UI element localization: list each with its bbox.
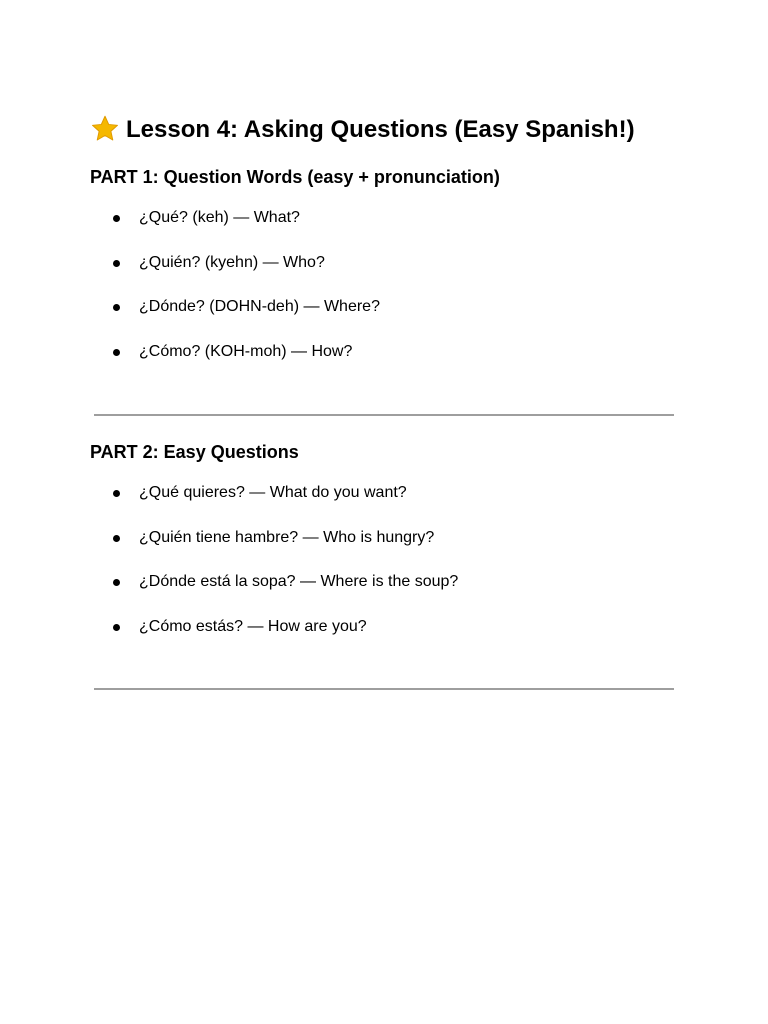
list-item [110, 342, 380, 387]
bullet-icon [113, 490, 120, 497]
bullet-icon [113, 260, 120, 267]
page-title-text: Lesson 4: Asking Questions (Easy Spanish!) [126, 116, 635, 143]
list-item [110, 253, 380, 298]
list-item-text: ¿Quién tiene hambre? — Who is hungry? [139, 528, 435, 546]
bullet-icon [113, 349, 120, 356]
part2-heading: PART 2: Easy Questions [90, 442, 299, 462]
list-item [110, 297, 380, 342]
bullet-icon [113, 535, 120, 542]
bullet-icon [113, 304, 120, 311]
part1-list [110, 208, 380, 386]
page-title [90, 114, 635, 146]
list-item-text: ¿Dónde? (DOHN-deh) — Where? [139, 298, 380, 315]
list-item [110, 483, 458, 528]
list-item-text: ¿Quién? (kyehn) — Who? [139, 253, 325, 271]
star-icon [90, 114, 120, 144]
bullet-icon [113, 624, 120, 631]
part2-list [110, 483, 458, 661]
part1-heading: PART 1: Question Words (easy + pronunciation) [90, 167, 500, 187]
bullet-icon [113, 215, 120, 222]
list-item-text: ¿Cómo? (KOH-moh) — How? [139, 342, 353, 360]
list-item-text: ¿Cómo estás? — How are you? [139, 617, 367, 635]
section-divider [94, 688, 674, 690]
list-item-text: ¿Qué quieres? — What do you want? [139, 484, 407, 501]
list-item [110, 208, 380, 253]
section-divider [94, 414, 674, 416]
list-item [110, 617, 458, 662]
list-item [110, 528, 458, 573]
bullet-icon [113, 579, 120, 586]
list-item-text: ¿Dónde está la sopa? — Where is the soup? [139, 573, 459, 590]
list-item [110, 572, 458, 617]
list-item-text: ¿Qué? (keh) — What? [139, 209, 300, 226]
